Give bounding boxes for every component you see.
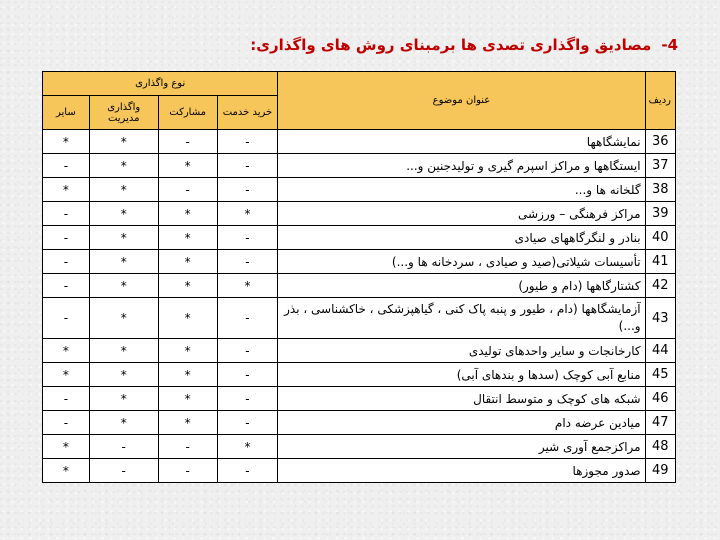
mark-service-purchase: - <box>217 298 278 339</box>
mark-other: * <box>43 339 90 363</box>
mark-partnership: - <box>158 178 217 202</box>
mark-service-purchase: - <box>217 250 278 274</box>
mark-other: - <box>43 226 90 250</box>
table-row <box>43 202 676 226</box>
mark-partnership: * <box>158 411 217 435</box>
mark-other: - <box>43 411 90 435</box>
mark-service-purchase: - <box>217 339 278 363</box>
table-row <box>43 154 676 178</box>
table-row <box>43 459 676 483</box>
page-title <box>250 36 678 54</box>
mark-partnership: * <box>158 363 217 387</box>
mark-management-transfer: * <box>89 250 158 274</box>
mark-management-transfer: - <box>89 459 158 483</box>
mark-other: - <box>43 202 90 226</box>
table-row <box>43 298 676 339</box>
mark-management-transfer: * <box>89 202 158 226</box>
mark-service-purchase: - <box>217 411 278 435</box>
mark-other: - <box>43 387 90 411</box>
row-number: 43 <box>645 298 675 339</box>
table-row <box>43 387 676 411</box>
mark-service-purchase: - <box>217 154 278 178</box>
mark-other: * <box>43 130 90 154</box>
table-body <box>43 130 676 483</box>
mark-partnership: * <box>158 202 217 226</box>
header-row-number: ردیف <box>645 72 675 130</box>
row-number: 45 <box>645 363 675 387</box>
row-number: 46 <box>645 387 675 411</box>
table-row <box>43 178 676 202</box>
table-row <box>43 226 676 250</box>
row-subject: تأسیسات شیلاتی(صید و صیادی ، سردخانه ها و...) <box>278 250 645 274</box>
row-number: 42 <box>645 274 675 298</box>
row-number: 49 <box>645 459 675 483</box>
mark-partnership: * <box>158 339 217 363</box>
mark-other: * <box>43 363 90 387</box>
mark-management-transfer: * <box>89 130 158 154</box>
table-row <box>43 250 676 274</box>
mark-partnership: * <box>158 274 217 298</box>
mark-other: - <box>43 274 90 298</box>
row-number: 47 <box>645 411 675 435</box>
mark-other: * <box>43 435 90 459</box>
mark-management-transfer: - <box>89 435 158 459</box>
mark-partnership: * <box>158 250 217 274</box>
header-subject: عنوان موضوع <box>278 72 645 130</box>
row-number: 41 <box>645 250 675 274</box>
row-subject: گلخانه ها و... <box>278 178 645 202</box>
header-other: سایر <box>43 96 90 130</box>
row-number: 39 <box>645 202 675 226</box>
mark-other: * <box>43 459 90 483</box>
mark-partnership: * <box>158 154 217 178</box>
mark-service-purchase: * <box>217 435 278 459</box>
table-row <box>43 130 676 154</box>
row-subject: صدور مجوزها <box>278 459 645 483</box>
mark-management-transfer: * <box>89 178 158 202</box>
row-subject: منابع آبی کوچک (سدها و بندهای آبی) <box>278 363 645 387</box>
mark-partnership: * <box>158 387 217 411</box>
row-subject: بنادر و لنگرگاههای صیادی <box>278 226 645 250</box>
mark-management-transfer: * <box>89 387 158 411</box>
table-row <box>43 411 676 435</box>
row-subject: مراکزجمع آوری شیر <box>278 435 645 459</box>
mark-service-purchase: * <box>217 202 278 226</box>
mark-partnership: * <box>158 298 217 339</box>
header-transfer-type: نوع واگذاری <box>43 72 278 96</box>
mark-other: - <box>43 250 90 274</box>
row-number: 44 <box>645 339 675 363</box>
mark-service-purchase: - <box>217 387 278 411</box>
mark-other: * <box>43 178 90 202</box>
row-subject: شبکه های کوچک و متوسط انتقال <box>278 387 645 411</box>
row-number: 37 <box>645 154 675 178</box>
mark-management-transfer: * <box>89 154 158 178</box>
header-partnership: مشارکت <box>158 96 217 130</box>
mark-partnership: - <box>158 435 217 459</box>
row-subject: کارخانجات و سایر واحدهای تولیدی <box>278 339 645 363</box>
row-number: 48 <box>645 435 675 459</box>
row-number: 40 <box>645 226 675 250</box>
table-row <box>43 363 676 387</box>
mark-management-transfer: * <box>89 339 158 363</box>
row-number: 36 <box>645 130 675 154</box>
row-subject: مراکز فرهنگی – ورزشی <box>278 202 645 226</box>
table-row <box>43 339 676 363</box>
mark-service-purchase: - <box>217 226 278 250</box>
row-subject: میادین عرضه دام <box>278 411 645 435</box>
transfer-table <box>42 71 676 483</box>
mark-service-purchase: - <box>217 363 278 387</box>
row-subject: کشتارگاهها (دام و طیور) <box>278 274 645 298</box>
title-number: 4- <box>661 36 678 54</box>
table-row <box>43 274 676 298</box>
mark-management-transfer: * <box>89 363 158 387</box>
mark-service-purchase: - <box>217 178 278 202</box>
title-text: مصادیق واگذاری تصدی ها برمبنای روش های واگذاری: <box>250 36 652 54</box>
mark-partnership: - <box>158 459 217 483</box>
mark-partnership: - <box>158 130 217 154</box>
mark-management-transfer: * <box>89 411 158 435</box>
mark-other: - <box>43 154 90 178</box>
mark-service-purchase: - <box>217 459 278 483</box>
table-row <box>43 435 676 459</box>
row-subject: آزمایشگاهها (دام ، طیور و پنبه پاک کنی ، گیاهپزشکی ، خاکشناسی ، بذر و...) <box>278 298 645 339</box>
mark-management-transfer: * <box>89 298 158 339</box>
row-subject: نمایشگاهها <box>278 130 645 154</box>
row-subject: ایستگاهها و مراکز اسپرم گیری و تولیدجنین و... <box>278 154 645 178</box>
mark-other: - <box>43 298 90 339</box>
row-number: 38 <box>645 178 675 202</box>
mark-management-transfer: * <box>89 226 158 250</box>
header-service-purchase: خرید خدمت <box>217 96 278 130</box>
mark-service-purchase: * <box>217 274 278 298</box>
mark-management-transfer: * <box>89 274 158 298</box>
header-management-transfer: واگذاری مدیریت <box>89 96 158 130</box>
mark-service-purchase: - <box>217 130 278 154</box>
mark-partnership: * <box>158 226 217 250</box>
